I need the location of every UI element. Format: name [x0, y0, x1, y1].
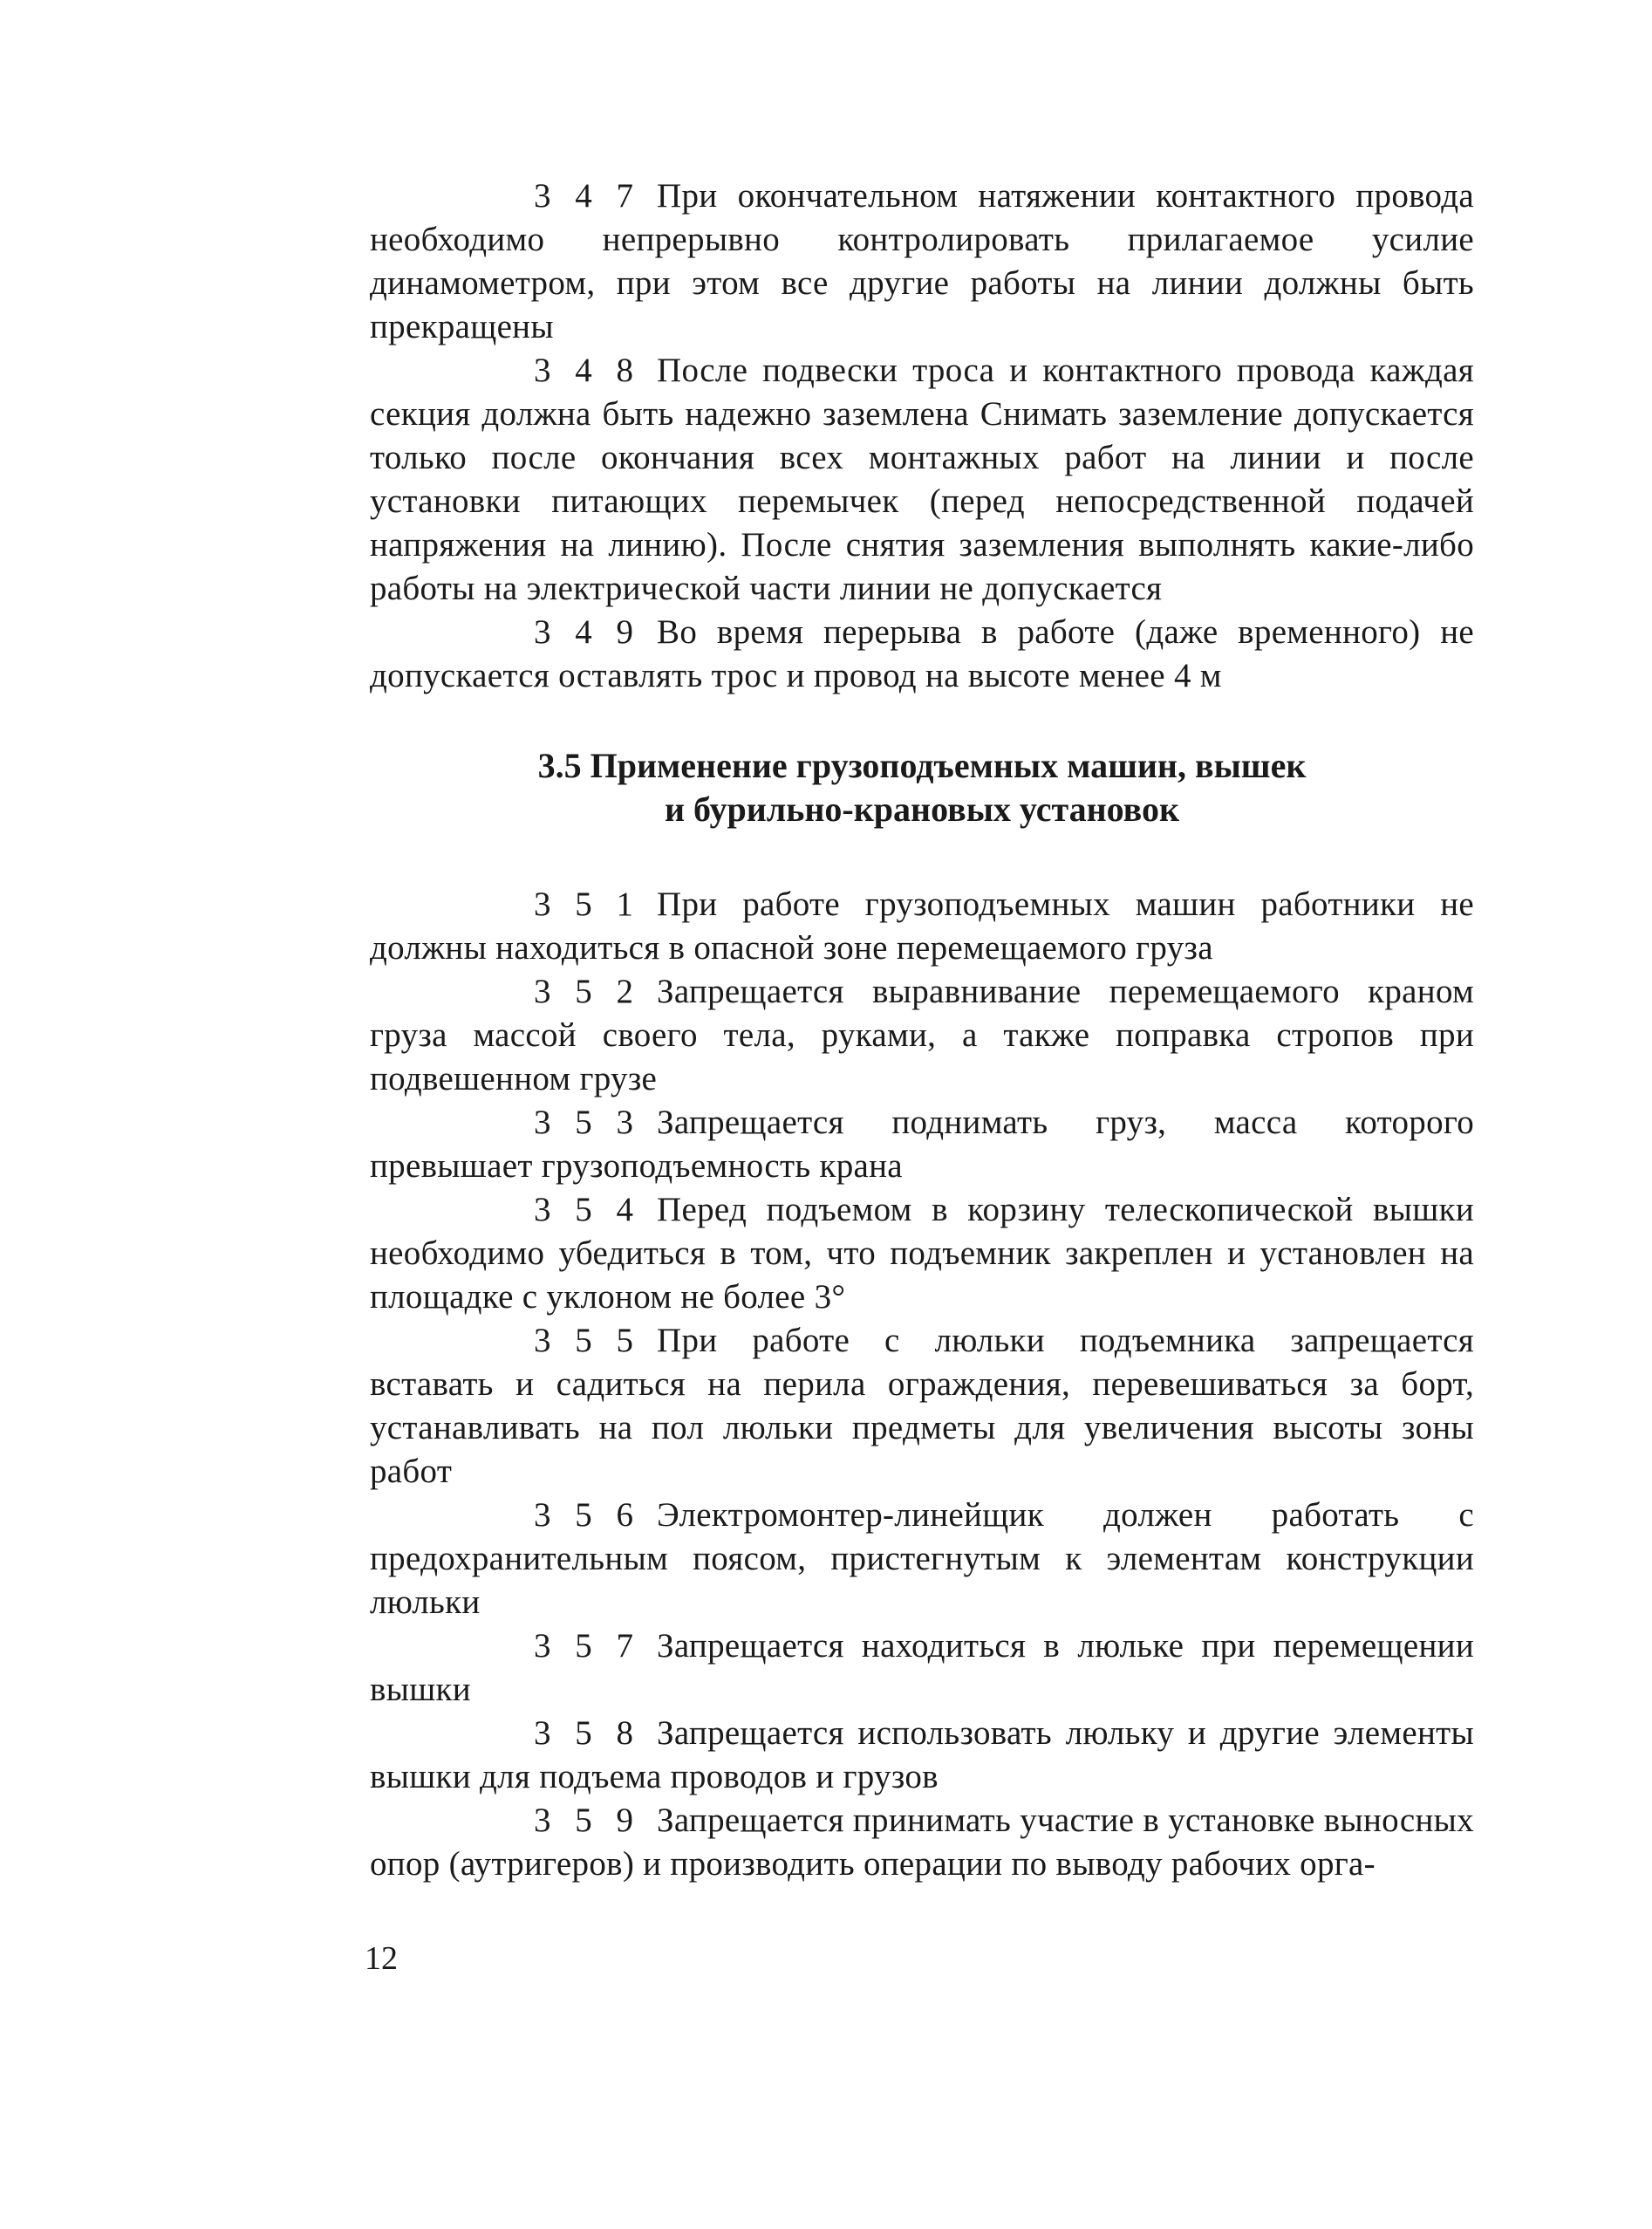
section-3-5-paragraphs — [370, 883, 1474, 1886]
paragraph-3-5-2 — [370, 970, 1474, 1101]
clause-number: 3 5 2 — [534, 973, 641, 1010]
paragraph-3-5-7 — [370, 1624, 1474, 1712]
clause-text: Запрещается использовать люльку и другие элементы вышки для подъема проводов и грузов — [370, 1714, 1474, 1795]
clause-number: 3 5 4 — [534, 1191, 641, 1228]
section-3-5-heading — [370, 744, 1474, 831]
clause-number: 3 4 9 — [534, 613, 641, 651]
clause-number: 3 4 8 — [534, 352, 641, 389]
clause-text: Запрещается находиться в люльке при перемещении вышки — [370, 1627, 1474, 1708]
clause-text: После подвески троса и контактного провода каждая секция должна быть надежно заземлена Снимать заземление допускается только после окончания всех монтажных работ на линии и после установки питающих перемычек (перед непосредственной подачей напряжения на линию). После снятия заземления выполнять какие-либо работы на электрической части линии не допускается — [370, 352, 1474, 607]
clause-text: Запрещается принимать участие в установке выносных опор (аутригеров) и производить операции по выводу рабочих орга- — [370, 1802, 1474, 1883]
clause-number: 3 5 7 — [534, 1627, 641, 1665]
paragraph-3-5-8 — [370, 1712, 1474, 1799]
clause-number: 3 5 3 — [534, 1104, 641, 1141]
paragraph-3-5-5 — [370, 1319, 1474, 1494]
clause-text: Запрещается выравнивание перемещаемого краном груза массой своего тела, руками, а также поправка стропов при подвешенном грузе — [370, 973, 1474, 1097]
clause-text: При окончательном натяжении контактного провода необходимо непрерывно контролировать прилагаемое усилие динамометром, при этом все другие работы на линии должны быть прекращены — [370, 177, 1474, 345]
paragraph-3-5-3 — [370, 1101, 1474, 1188]
heading-line-2: и бурильно-крановых установок — [664, 790, 1180, 829]
clause-text: При работе грузоподъемных машин работники не должны находиться в опасной зоне перемещаемого груза — [370, 885, 1474, 967]
paragraph-3-5-9 — [370, 1799, 1474, 1886]
paragraph-3-4-7 — [370, 174, 1474, 349]
paragraph-3-4-9 — [370, 611, 1474, 698]
clause-number: 3 5 6 — [534, 1496, 641, 1534]
page-number: 12 — [365, 1940, 398, 1977]
paragraph-3-5-4 — [370, 1188, 1474, 1319]
clause-number: 3 5 5 — [534, 1322, 641, 1359]
clause-text: Перед подъемом в корзину телескопической вышки необходимо убедиться в том, что подъемник закреплен и установлен на площадке с уклоном не более 3° — [370, 1191, 1474, 1316]
clause-text: Электромонтер-линейщик должен работать с предохранительным поясом, пристегнутым к элементам конструкции люльки — [370, 1496, 1474, 1621]
paragraph-3-5-1 — [370, 883, 1474, 970]
clause-text: При работе с люльки подъемника запрещается вставать и садиться на перила ограждения, перевешиваться за борт, устанавливать на пол люльки предметы для увеличения высоты зоны работ — [370, 1322, 1474, 1490]
clause-text: Во время перерыва в работе (даже временного) не допускается оставлять трос и провод на высоте менее 4 м — [370, 613, 1474, 694]
section-3-4-paragraphs — [370, 174, 1474, 698]
heading-line-1: 3.5 Применение грузоподъемных машин, вышек — [537, 746, 1307, 785]
clause-number: 3 4 7 — [534, 177, 641, 215]
paragraph-3-5-6 — [370, 1494, 1474, 1624]
clause-number: 3 5 9 — [534, 1802, 641, 1839]
paragraph-3-4-8 — [370, 349, 1474, 611]
clause-number: 3 5 1 — [534, 885, 641, 923]
clause-number: 3 5 8 — [534, 1714, 641, 1752]
clause-text: Запрещается поднимать груз, масса которого превышает грузоподъемность крана — [370, 1104, 1474, 1185]
